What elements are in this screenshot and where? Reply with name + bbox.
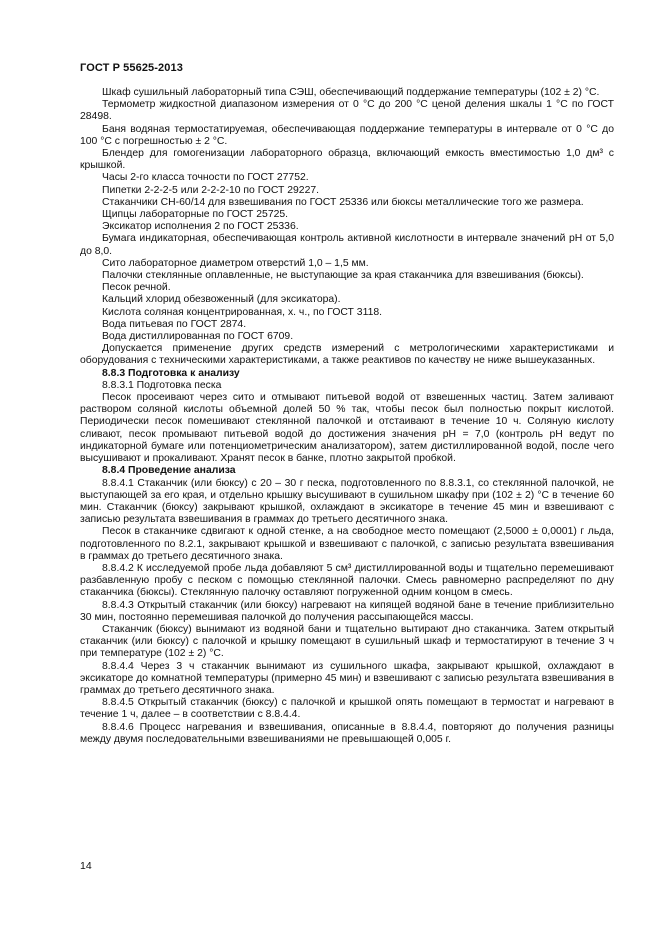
paragraph: Допускается применение других средств измерений с метрологическими характеристиками и оборудования с техническими характеристиками, а также реактивов по качеству не ниже вышеуказанных. — [80, 343, 614, 367]
paragraph: Песок в стаканчике сдвигают к одной стенке, а на свободное место помещают (2,5000 ± 0,0001) г льда, подготовленного по 8.2.1, закрывают крышкой и взвешивают с палочкой, с записью результата взвешивания в граммах до третьего десятичного знака. — [80, 526, 614, 562]
paragraph: Щипцы лабораторные по ГОСТ 25725. — [102, 209, 289, 221]
paragraph: 8.8.4.3 Открытый стаканчик (или бюксу) нагревают на кипящей водяной бане в течение приблизительно 30 мин, постоянно перемешивая палочкой до получения рассыпающейся массы. — [80, 599, 614, 623]
paragraph: Песок просеивают через сито и отмывают питьевой водой от взвешенных частиц. Затем заливают раствором соляной кислоты объемной долей 50 % так, чтобы песок был полностью покрыт кислотой. Периодически песок помешивают стеклянной палочкой и отстаивают в течение 10 ч. Соляную кислоту сливают, песок промывают питьевой водой до достижения значения pH = 7,0 (контроль pH ведут по индикаторной бумаге или потенциометрическим анализатором), затем дистиллированной водой, после чего высушивают и прокаливают. Хранят песок в банке, плотно закрытой пробкой. — [80, 392, 614, 465]
document-header: ГОСТ Р 55625-2013 — [80, 62, 183, 74]
section-heading: 8.8.4 Проведение анализа — [102, 465, 236, 477]
paragraph: Блендер для гомогенизации лабораторного образца, включающий емкость вместимостью 1,0 дм³ с крышкой. — [80, 148, 614, 172]
paragraph: Кальций хлорид обезвоженный (для эксикатора). — [102, 294, 341, 306]
paragraph: 8.8.4.1 Стаканчик (или бюксу) с 20 – 30 г песка, подготовленного по 8.8.3.1, со стеклянной палочкой, не выступающей за его края, и отдельно крышку высушивают в сушильном шкафу при (102 ± 2) °С в течение 60 мин. Стаканчик (бюксу) закрывают крышкой, охлаждают в эксикаторе в течение 45 мин и взвешивают с записью результата взвешивания в граммах до третьего десятичного знака. — [80, 477, 614, 526]
paragraph: 8.8.4.5 Открытый стаканчик (бюксу) с палочкой и крышкой опять помещают в термостат и нагревают в течение 1 ч, далее – в соответствии с 8.8.4.4. — [80, 697, 614, 721]
paragraph: Палочки стеклянные оплавленные, не выступающие за края стаканчика для взвешивания (бюксы). — [102, 270, 584, 282]
paragraph: Стаканчики СН-60/14 для взвешивания по ГОСТ 25336 или бюксы металлические того же размера. — [102, 196, 584, 208]
paragraph: Шкаф сушильный лабораторный типа СЭШ, обеспечивающий поддержание температуры (102 ± 2) °С. — [102, 87, 600, 98]
paragraph: 8.8.3.1 Подготовка песка — [102, 379, 222, 391]
section-heading: 8.8.3 Подготовка к анализу — [102, 367, 240, 379]
paragraph: Бумага индикаторная, обеспечивающая контроль активной кислотности в интервале значений pH от 5,0 до 8,0. — [80, 233, 614, 257]
paragraph: Вода питьевая по ГОСТ 2874. — [102, 318, 247, 330]
paragraph: Вода дистиллированная по ГОСТ 6709. — [102, 331, 294, 343]
paragraph: Кислота соляная концентрированная, х. ч., по ГОСТ 3118. — [102, 306, 383, 318]
paragraph: 8.8.4.2 К исследуемой пробе льда добавляют 5 см³ дистиллированной воды и тщательно перемешивают разбавленную пробу с песком с помощью стеклянной палочки. Смесь равномерно распределяют по дну стаканчика (бюксы). Стеклянную палочку оставляют погруженной одним концом в смесь. — [80, 562, 614, 599]
paragraph: Баня водяная термостатируемая, обеспечивающая поддержание температуры в интервале от 0 °С до 100 °С с погрешностью ± 2 °С. — [80, 123, 614, 147]
page-number: 14 — [80, 860, 92, 872]
paragraph: Песок речной. — [102, 282, 171, 294]
paragraph: Термометр жидкостной диапазоном измерения от 0 °С до 200 °С ценой деления шкалы 1 °С по ГОСТ 28498. — [80, 99, 614, 123]
paragraph: Эксикатор исполнения 2 по ГОСТ 25336. — [102, 221, 299, 233]
paragraph: 8.8.4.6 Процесс нагревания и взвешивания, описанные в 8.8.4.4, повторяют до получения разницы между двумя последовательными взвешиваниями не превышающей 0,005 г. — [80, 721, 614, 745]
document-body — [80, 87, 614, 746]
paragraph: Сито лабораторное диаметром отверстий 1,0 – 1,5 мм. — [102, 257, 369, 269]
paragraph: 8.8.4.4 Через 3 ч стаканчик вынимают из сушильного шкафа, закрывают крышкой, охлаждают в эксикаторе до комнатной температуры (примерно 45 мин) и взвешивают с записью результата взвешивания в граммах до третьего десятичного знака. — [80, 660, 614, 696]
paragraph: Стаканчик (бюксу) вынимают из водяной бани и тщательно вытирают дно стаканчика. Затем открытый стаканчик (или бюксу) с палочкой и крышку помещают в сушильный шкаф и термостатируют в течение 3 ч при температуре (102 ± 2) °С. — [80, 623, 614, 660]
paragraph: Часы 2-го класса точности по ГОСТ 27752. — [102, 172, 309, 184]
paragraph: Пипетки 2-2-2-5 или 2-2-2-10 по ГОСТ 29227. — [102, 184, 320, 196]
